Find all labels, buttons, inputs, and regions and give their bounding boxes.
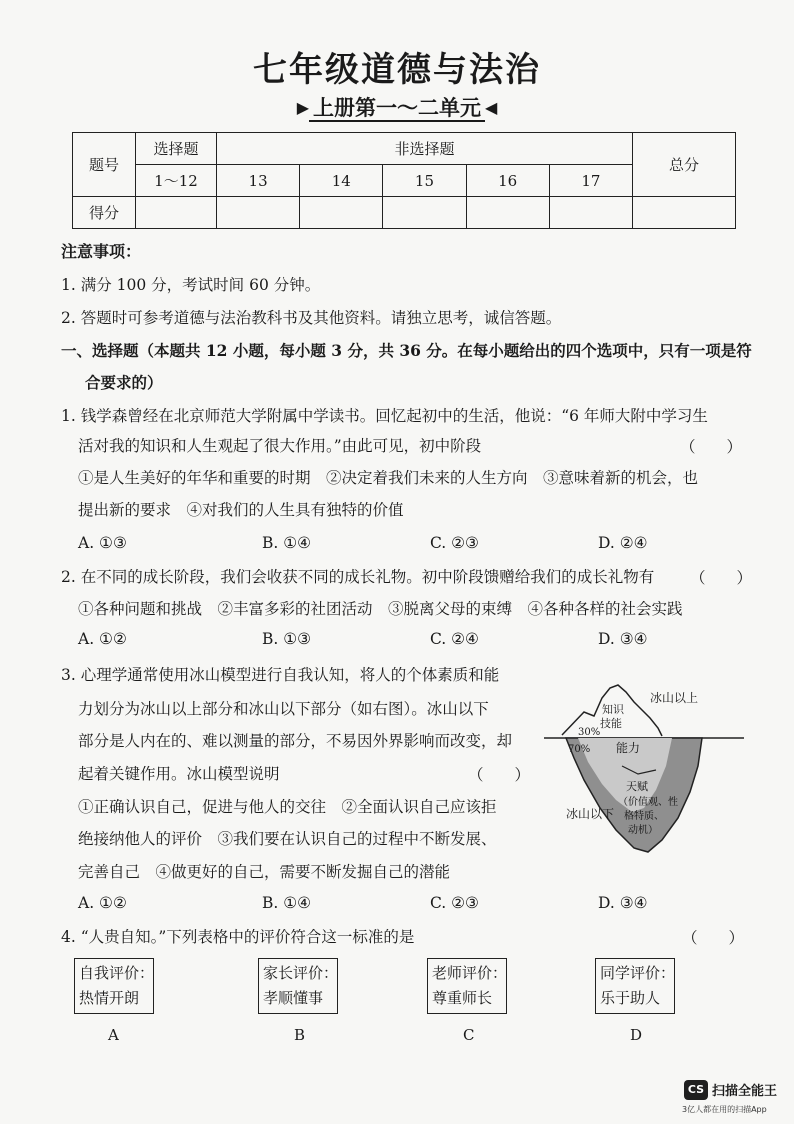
q2-option-a: A. ①② (78, 630, 127, 648)
values-label-line1: （价值观、性 (618, 797, 678, 808)
q3-statements-line1: ①正确认识自己，促进与他人的交往 ②全面认识自己应该拒 (78, 798, 497, 816)
q3-option-c: C. ②③ (430, 894, 479, 912)
q3-option-b: B. ①④ (262, 894, 312, 912)
eval-box-a-line1: 自我评价： (79, 964, 155, 982)
q1-option-c: C. ②③ (430, 534, 479, 552)
note-1: 1. 满分 100 分，考试时间 60 分钟。 (61, 276, 321, 294)
q2-statements: ①各种问题和挑战 ②丰富多彩的社团活动 ③脱离父母的束缚 ④各种各样的社会实践 (78, 600, 683, 618)
q3-stem-line2: 力划分为冰山以上部分和冰山以下部分（如右图）。冰山以下 (78, 700, 489, 718)
percent-30-label: 30% (578, 727, 601, 738)
above-water-label: 冰山以上 (650, 691, 699, 705)
score-cell-16 (466, 197, 549, 229)
talent-label: 天赋 (626, 780, 648, 793)
q3-statements-line3: 完善自己 ④做更好的自己，需要不断发掘自己的潜能 (78, 863, 451, 881)
page-subtitle (0, 92, 794, 122)
q1-stem-line1: 1. 钱学森曾经在北京师范大学附属中学读书。回忆起初中的生活，他说：“6 年师大附中学习生 (61, 407, 708, 425)
score-cell-total (633, 197, 736, 229)
knowledge-label: 知识 (602, 703, 624, 716)
eval-box-c-line2: 尊重师长 (432, 989, 493, 1007)
eval-box-d-line2: 乐于助人 (600, 989, 661, 1007)
section-heading-cont: 合要求的） (85, 373, 163, 392)
eval-box-d-line1: 同学评价： (600, 964, 676, 982)
right-triangle-icon: ▶ (296, 98, 309, 117)
q2-option-b: B. ①③ (262, 630, 312, 648)
eval-letter-a: A (108, 1026, 119, 1044)
q3-option-d: D. ③④ (598, 894, 648, 912)
section-heading: 一、选择题（本题共 12 小题，每小题 3 分，共 36 分。在每小题给出的四个选项中，只有一项是符 (61, 341, 752, 360)
nonchoice-header: 非选择题 (217, 133, 633, 165)
eval-box-b-line1: 家长评价： (263, 964, 339, 982)
q2-option-c: C. ②④ (430, 630, 479, 648)
q1-option-d: D. ②④ (598, 534, 648, 552)
subtitle-text: 上册第一～二单元 (309, 95, 485, 122)
question-16: 16 (466, 165, 549, 197)
q1-statements-line1: ①是人生美好的年华和重要的时期 ②决定着我们未来的人生方向 ③意味着新的机会，也 (78, 469, 699, 487)
left-triangle-icon: ◀ (485, 98, 498, 117)
eval-box-a-line2: 热情开朗 (79, 989, 140, 1007)
q1-option-a: A. ①③ (78, 534, 127, 552)
score-label: 得分 (73, 197, 136, 229)
camscanner-tagline: 3亿人都在用的扫描App (682, 1105, 767, 1114)
q4-stem: 4. “人贵自知。”下列表格中的评价符合这一标准的是 (61, 928, 415, 946)
q2-option-d: D. ③④ (598, 630, 648, 648)
page-title: 七年级道德与法治 (253, 50, 541, 90)
iceberg-figure (544, 680, 744, 865)
eval-box-b-line2: 孝顺懂事 (263, 989, 324, 1007)
question-14: 14 (300, 165, 383, 197)
choice-range: 1～12 (136, 165, 217, 197)
eval-box-d (595, 958, 675, 1014)
q1-stem-line2: 活对我的知识和人生观起了很大作用。”由此可见，初中阶段 (78, 437, 482, 455)
question-15: 15 (383, 165, 466, 197)
q3-stem-line3: 部分是人内在的、难以测量的部分，不易因外界影响而改变，却 (78, 732, 513, 750)
q3-answer-paren: （ ） (468, 766, 531, 784)
score-cell-choice (136, 197, 217, 229)
eval-letter-b: B (294, 1026, 306, 1044)
q2-answer-paren: （ ） (690, 569, 753, 587)
score-cell-15 (383, 197, 466, 229)
q3-stem-line4: 起着关键作用。冰山模型说明 (78, 765, 280, 783)
note-2: 2. 答题时可参考道德与法治教科书及其他资料。请独立思考，诚信答题。 (61, 309, 562, 327)
notes-heading: 注意事项： (61, 242, 142, 261)
skill-label: 技能 (600, 717, 622, 730)
q1-answer-paren: （ ） (680, 438, 743, 456)
values-label-line3: 动机） (628, 825, 658, 836)
eval-letter-d: D (630, 1026, 643, 1044)
total-label: 总分 (633, 133, 736, 197)
q3-statements-line2: 绝接纳他人的评价 ③我们要在认识自己的过程中不断发展、 (78, 830, 497, 848)
ability-label: 能力 (616, 741, 641, 755)
score-cell-14 (300, 197, 383, 229)
q2-stem: 2. 在不同的成长阶段，我们会收获不同的成长礼物。初中阶段馈赠给我们的成长礼物有 (61, 568, 655, 586)
q1-option-b: B. ①④ (262, 534, 312, 552)
question-number-label: 题号 (73, 133, 136, 197)
percent-70-label: 70% (568, 744, 591, 755)
camscanner-logo-icon: CS (684, 1080, 708, 1100)
score-cell-13 (217, 197, 300, 229)
q3-stem-line1: 3. 心理学通常使用冰山模型进行自我认知，将人的个体素质和能 (61, 666, 500, 684)
score-cell-17 (549, 197, 632, 229)
eval-box-c-line1: 老师评价： (432, 964, 508, 982)
values-label-line2: 格特质、 (624, 811, 664, 822)
camscanner-name: 扫描全能王 (712, 1084, 778, 1099)
eval-letter-c: C (463, 1026, 475, 1044)
eval-box-a (74, 958, 154, 1014)
q3-option-a: A. ①② (78, 894, 127, 912)
question-13: 13 (217, 165, 300, 197)
eval-box-b (258, 958, 338, 1014)
q1-statements-line2: 提出新的要求 ④对我们的人生具有独特的价值 (78, 501, 404, 519)
q4-answer-paren: （ ） (682, 929, 745, 947)
score-table (72, 132, 736, 229)
question-17: 17 (549, 165, 632, 197)
choice-header: 选择题 (136, 133, 217, 165)
below-water-label: 冰山以下 (566, 807, 615, 821)
eval-box-c (427, 958, 507, 1014)
